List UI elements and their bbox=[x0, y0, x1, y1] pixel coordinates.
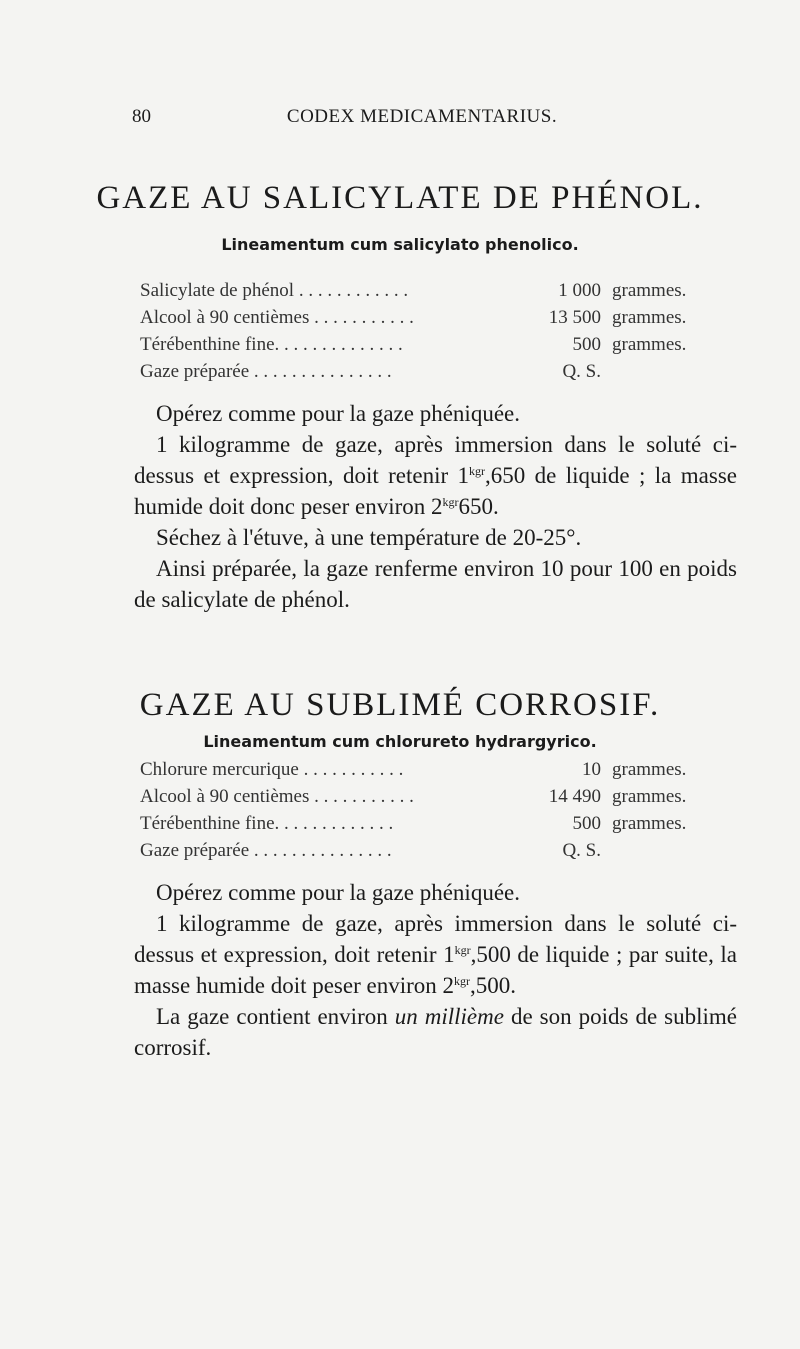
section-subtitle: Lineamentum cum chlorureto hydrargyrico. bbox=[203, 732, 597, 751]
ingredient-unit: grammes. bbox=[612, 307, 687, 328]
ingredient-name: Gaze préparée bbox=[140, 361, 250, 382]
ingredient-name: Alcool à 90 centièmes bbox=[140, 307, 310, 328]
ingredient-row bbox=[140, 786, 720, 813]
paragraph: Ainsi préparée, la gaze renferme environ 10 pour 100 en poids de salicylate de phénol. bbox=[134, 556, 737, 612]
ingredient-quantity: Q. S. bbox=[562, 840, 601, 861]
ingredient-name: Alcool à 90 centièmes bbox=[140, 786, 310, 807]
ingredient-quantity: 500 bbox=[572, 334, 601, 355]
leader-dots: . . . . . . . . . . . bbox=[309, 307, 414, 328]
section-subtitle: Lineamentum cum salicylato phenolico. bbox=[221, 235, 579, 254]
section-title: GAZE AU SALICYLATE DE PHÉNOL. bbox=[96, 180, 704, 216]
paragraph: Opérez comme pour la gaze phéniquée. bbox=[156, 880, 520, 905]
ingredient-unit: grammes. bbox=[612, 334, 687, 355]
ingredient-quantity: 14 490 bbox=[548, 786, 601, 807]
ingredient-row bbox=[140, 280, 720, 307]
paragraph: Séchez à l'étuve, à une température de 20-25°. bbox=[156, 525, 582, 550]
ingredient-quantity: 1 000 bbox=[558, 280, 601, 301]
instructions bbox=[134, 877, 737, 1063]
ingredient-unit: grammes. bbox=[612, 759, 687, 780]
ingredient-row bbox=[140, 361, 720, 388]
ingredient-row bbox=[140, 759, 720, 786]
ingredient-name: Gaze préparée bbox=[140, 840, 250, 861]
page-number: 80 bbox=[132, 106, 151, 127]
ingredient-row bbox=[140, 334, 720, 361]
ingredient-list bbox=[140, 280, 720, 388]
ingredient-name: Térébenthine fine bbox=[140, 813, 275, 834]
paragraph: Opérez comme pour la gaze phéniquée. bbox=[156, 401, 520, 426]
ingredient-row bbox=[140, 840, 720, 867]
leader-dots: . . . . . . . . . . . bbox=[298, 759, 404, 780]
ingredient-list bbox=[140, 759, 720, 867]
ingredient-quantity: Q. S. bbox=[562, 361, 601, 382]
section-title: GAZE AU SUBLIMÉ CORROSIF. bbox=[139, 687, 661, 723]
leader-dots: . . . . . . . . . . . . . . . bbox=[249, 361, 392, 382]
leader-dots: . . . . . . . . . . . bbox=[309, 786, 414, 807]
ingredient-unit: grammes. bbox=[612, 786, 687, 807]
ingredient-quantity: 500 bbox=[572, 813, 601, 834]
ingredient-name: Térébenthine fine bbox=[140, 334, 275, 355]
ingredient-name: Chlorure mercurique bbox=[140, 759, 299, 780]
running-title: CODEX MEDICAMENTARIUS. bbox=[286, 106, 558, 127]
ingredient-row bbox=[140, 307, 720, 334]
paragraph: 1 kilogramme de gaze, après immersion dans le soluté ci-dessus et expression, doit retenir $1^{kgr},650$ de liquide ; la masse humide doit donc peser environ $2^{kgr}650$. bbox=[134, 432, 737, 519]
ingredient-quantity: 10 bbox=[582, 759, 601, 780]
leader-dots: . . . . . . . . . . . . bbox=[294, 280, 409, 301]
leader-dots: . . . . . . . . . . . . . . bbox=[274, 334, 403, 355]
ingredient-name: Salicylate de phénol bbox=[140, 280, 295, 301]
ingredient-row bbox=[140, 813, 720, 840]
instructions bbox=[134, 398, 737, 615]
leader-dots: . . . . . . . . . . . . . . . bbox=[249, 840, 392, 861]
ingredient-unit: grammes. bbox=[612, 280, 687, 301]
paragraph: La gaze contient environ un millième de son poids de sublimé corrosif. bbox=[134, 1004, 737, 1060]
leader-dots: . . . . . . . . . . . . . bbox=[274, 813, 394, 834]
page-header bbox=[132, 106, 712, 130]
ingredient-unit: grammes. bbox=[612, 813, 687, 834]
paragraph: 1 kilogramme de gaze, après immersion dans le soluté ci-dessus et expression, doit retenir $1^{kgr},500$ de liquide ; par suite, la masse humide doit peser environ $2^{kgr},500$. bbox=[134, 911, 737, 998]
ingredient-quantity: 13 500 bbox=[548, 307, 601, 328]
